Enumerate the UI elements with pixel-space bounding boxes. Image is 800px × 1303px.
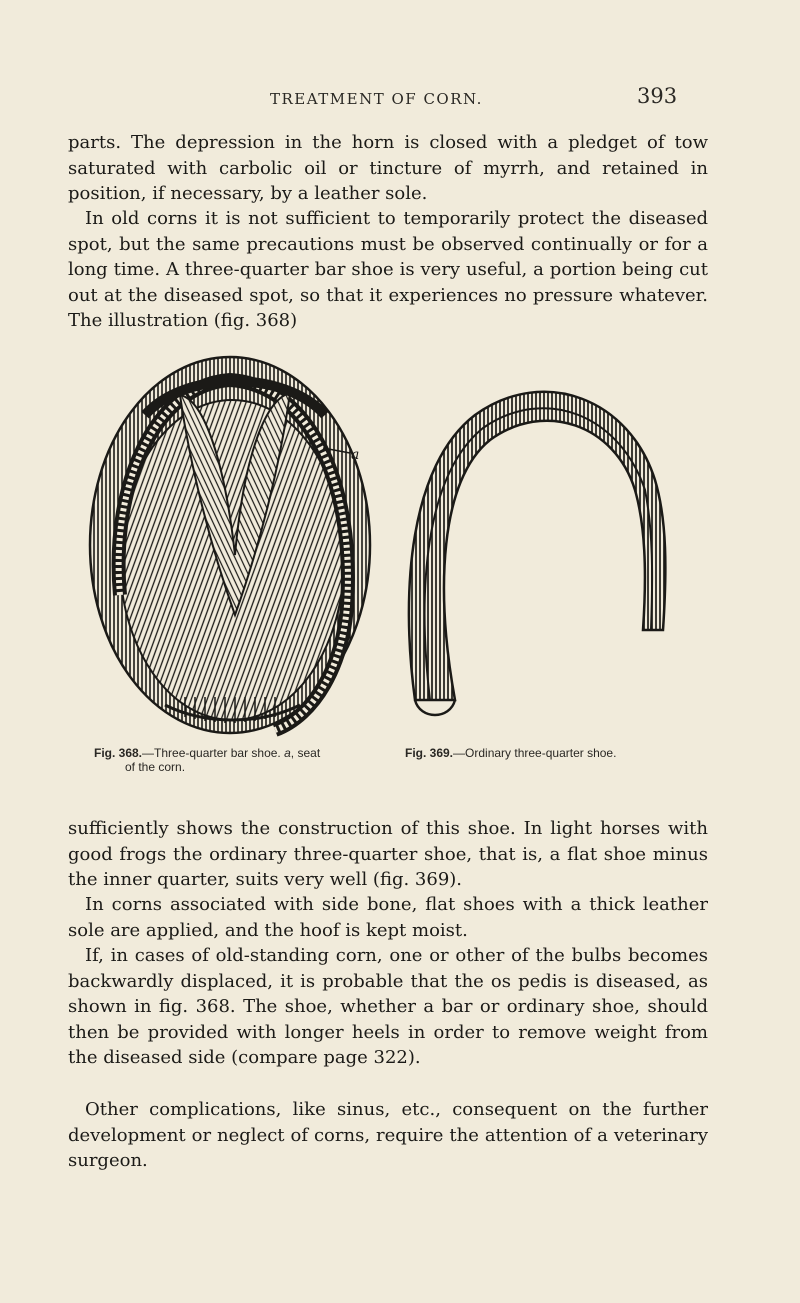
figure-369-illustration xyxy=(395,370,680,735)
figure-368-caption-text: —Three-quarter bar shoe. xyxy=(142,746,281,760)
paragraph-6: Other complications, like sinus, etc., consequent on the further development or neglect of corns, require the attention of a veterinary surgeon. xyxy=(68,1099,708,1172)
figure-368-annotation-a: a xyxy=(351,447,360,463)
figure-368-caption xyxy=(94,746,394,774)
figure-368-illustration xyxy=(85,345,380,740)
figure-368-caption-text-2: , seat xyxy=(290,746,321,760)
paragraph-3: sufficiently shows the construction of this shoe. In light horses with good frogs the ordinary three-quarter shoe, that is, a flat shoe minus the inner quarter, suits very well (fig. 369). xyxy=(68,818,708,891)
paragraph-2: In old corns it is not sufficient to temporarily protect the diseased spot, but the same precautions must be observed continually or for a long time. A three-quarter bar shoe is very useful, a portion being cut out at the diseased spot, so that it experiences no pressure whatever. The illustration (fig. 368) xyxy=(68,208,708,332)
paragraph-1: parts. The depression in the horn is closed with a pledget of tow saturated with carbolic oil or tincture of myrrh, and retained in position, if necessary, by a leather sole. xyxy=(68,132,708,205)
running-head: TREATMENT OF CORN. xyxy=(270,90,483,108)
figure-368-caption-letter: a xyxy=(284,746,291,760)
figure-369-caption-text: —Ordinary three-quarter shoe. xyxy=(453,746,617,760)
page-header xyxy=(0,84,800,114)
figure-369-caption xyxy=(405,746,705,760)
figure-368-caption-line2: of the corn. xyxy=(125,760,186,774)
paragraph-4: In corns associated with side bone, flat shoes with a thick leather sole are applied, and the hoof is kept moist. xyxy=(68,894,708,941)
paragraph-5: If, in cases of old-standing corn, one or other of the bulbs becomes backwardly displaced, it is probable that the os pedis is diseased, as shown in fig. 368. The shoe, whether a bar or ordinary shoe, should then be provided with longer heels in order to remove weight from the diseased side (compare page 322). xyxy=(68,945,708,1069)
page-number: 393 xyxy=(637,84,678,108)
figure-368-label: Fig. 368. xyxy=(94,746,143,760)
figure-369-label: Fig. 369. xyxy=(405,746,454,760)
